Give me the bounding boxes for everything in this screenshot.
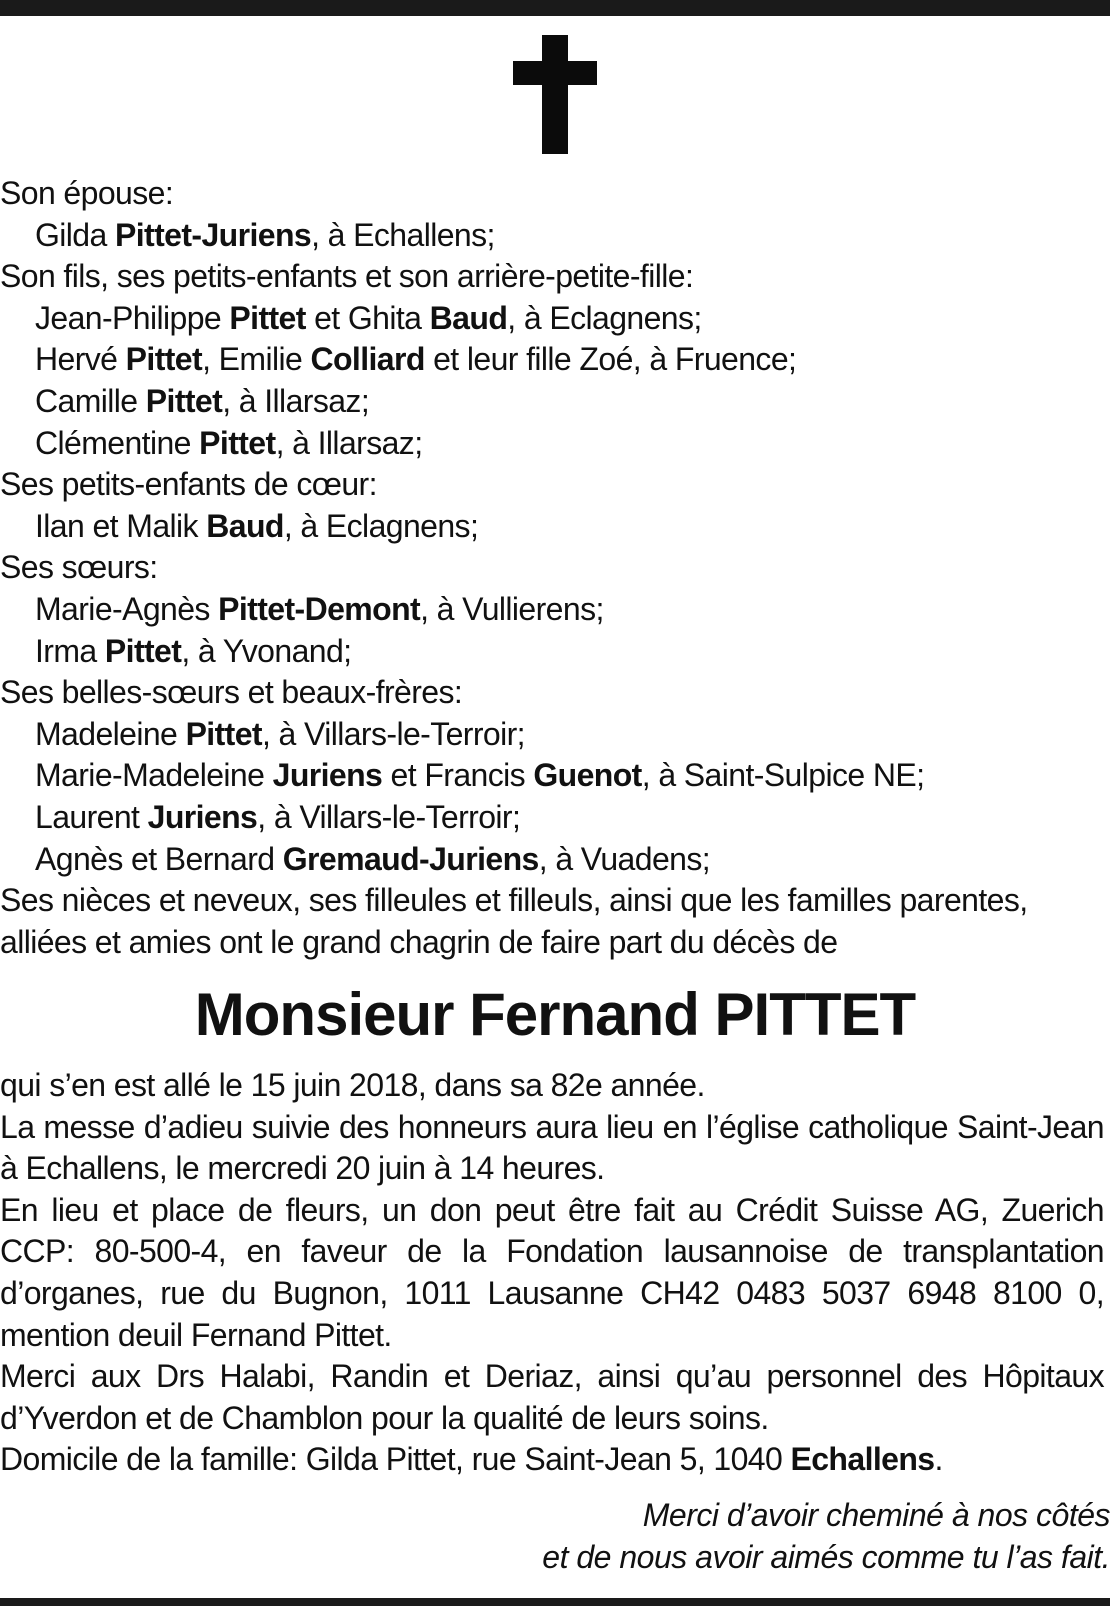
family-member-line <box>0 714 1104 756</box>
line-text: et Ghita <box>305 299 430 336</box>
surname-text: Juriens <box>272 757 383 794</box>
line-text: , à Vullierens; <box>420 590 604 627</box>
line-text: Domicile de la famille: Gilda Pittet, rue Saint-Jean 5, 1040 <box>0 1441 791 1478</box>
family-heading-line <box>0 547 1104 589</box>
surname-text: Juriens <box>147 798 258 835</box>
closing-line-2: et de nous avoir aimés comme tu l’as fait. <box>542 1538 1110 1575</box>
line-text: et leur fille Zoé, à Fruence; <box>424 341 797 378</box>
line-text: Ses petits-enfants de cœur: <box>0 466 377 503</box>
line-text: Ses nièces et neveux, ses filleules et filleuls, ainsi que les familles parentes, <box>0 882 1028 919</box>
line-text: , à Illarsaz; <box>275 424 423 461</box>
family-heading-line <box>0 464 1104 506</box>
detail-paragraph <box>0 1065 1104 1107</box>
family-member-line <box>0 589 1104 631</box>
family-member-line <box>0 339 1104 381</box>
line-text: , à Illarsaz; <box>222 382 370 419</box>
line-text: qui s’en est allé le 15 juin 2018, dans sa 82e année. <box>0 1067 705 1103</box>
line-text: Irma <box>35 632 105 669</box>
detail-paragraph <box>0 1439 1104 1481</box>
line-text: Agnès et Bernard <box>35 840 283 877</box>
family-member-line <box>0 839 1104 881</box>
family-member-line <box>0 797 1104 839</box>
line-text: Marie-Madeleine <box>35 757 273 794</box>
surname-text: Echallens <box>790 1441 935 1478</box>
deceased-name: Monsieur Fernand PITTET <box>194 981 916 1048</box>
line-text: Ses sœurs: <box>0 549 158 586</box>
top-rule <box>0 0 1110 16</box>
line-text: , à Villars-le-Terroir; <box>261 715 525 752</box>
detail-paragraph <box>0 1356 1104 1439</box>
family-heading-line <box>0 880 1104 922</box>
line-text: Son fils, ses petits-enfants et son arrière-petite-fille: <box>0 258 694 295</box>
line-text: Jean-Philippe <box>35 299 230 336</box>
line-text: En lieu et place de fleurs, un don peut être fait au Crédit Suisse AG, Zuerich CCP: 80-500-4, en faveur de la Fondation lausannoise de transplantation d’organes, rue du Bugnon, 1011 Lausanne CH42 0483 5037 6948 8100 0, mention deuil Fernand Pittet. <box>0 1191 1104 1353</box>
surname-text: Baud <box>206 507 284 544</box>
family-member-line <box>0 755 1104 797</box>
line-text: Clémentine <box>35 424 200 461</box>
line-text: Madeleine <box>35 715 186 752</box>
line-text: , à Saint-Sulpice NE; <box>641 757 925 794</box>
line-text: Hervé <box>35 341 126 378</box>
family-member-line <box>0 298 1104 340</box>
latin-cross-icon <box>513 35 597 154</box>
family-heading-line <box>0 922 1104 964</box>
line-text: Marie-Agnès <box>35 590 219 627</box>
surname-text: Pittet <box>145 382 223 419</box>
line-text: , à Villars-le-Terroir; <box>257 798 521 835</box>
line-text: , à Echallens; <box>311 216 495 253</box>
family-list <box>0 173 1104 963</box>
line-text: Gilda <box>35 216 115 253</box>
line-text: , à Vuadens; <box>538 840 711 877</box>
family-heading-line <box>0 256 1104 298</box>
line-text: , à Eclagnens; <box>283 507 479 544</box>
surname-text: Colliard <box>310 341 425 378</box>
line-text: Ses belles-sœurs et beaux-frères: <box>0 674 463 711</box>
surname-text: Gremaud-Juriens <box>282 840 539 877</box>
line-text: . <box>934 1441 943 1478</box>
line-text: Son épouse: <box>0 175 174 211</box>
surname-text: Pittet-Juriens <box>115 216 312 253</box>
surname-text: Pittet <box>229 299 306 336</box>
surname-text: Pittet <box>199 424 276 461</box>
surname-text: Pittet <box>185 715 262 752</box>
surname-text: Pittet <box>104 632 182 669</box>
family-heading-line <box>0 173 1104 215</box>
line-text: Camille <box>35 382 146 419</box>
line-text: et Francis <box>382 757 534 794</box>
closing-line-1: Merci d’avoir cheminé à nos côtés <box>642 1497 1110 1533</box>
surname-text: Guenot <box>533 757 642 794</box>
surname-text: Pittet-Demont <box>218 590 421 627</box>
family-member-line <box>0 631 1104 673</box>
line-text: , à Yvonand; <box>181 632 352 669</box>
bottom-rule <box>0 1598 1110 1606</box>
family-member-line <box>0 506 1104 548</box>
line-text: alliées et amies ont le grand chagrin de faire part du décès de <box>0 923 838 960</box>
line-text: , Emilie <box>202 341 311 378</box>
family-member-line <box>0 215 1104 257</box>
detail-paragraph <box>0 1107 1104 1190</box>
details-text <box>0 1065 1104 1481</box>
surname-text: Baud <box>429 299 508 336</box>
line-text: Merci aux Drs Halabi, Randin et Deriaz, ainsi qu’au personnel des Hôpitaux d’Yverdon et de Chamblon pour la qualité de leurs soins. <box>0 1358 1104 1436</box>
family-heading-line <box>0 672 1104 714</box>
family-member-line <box>0 423 1104 465</box>
surname-text: Pittet <box>125 341 203 378</box>
line-text: La messe d’adieu suivie des honneurs aura lieu en l’église catholique Saint-Jean à Echallens, le mercredi 20 juin à 14 heures. <box>0 1108 1104 1187</box>
family-member-line <box>0 381 1104 423</box>
line-text: Ilan et Malik <box>35 507 207 544</box>
line-text: Laurent <box>35 798 148 835</box>
line-text: , à Eclagnens; <box>507 299 702 336</box>
detail-paragraph <box>0 1190 1104 1356</box>
closing-message <box>6 1495 1110 1578</box>
